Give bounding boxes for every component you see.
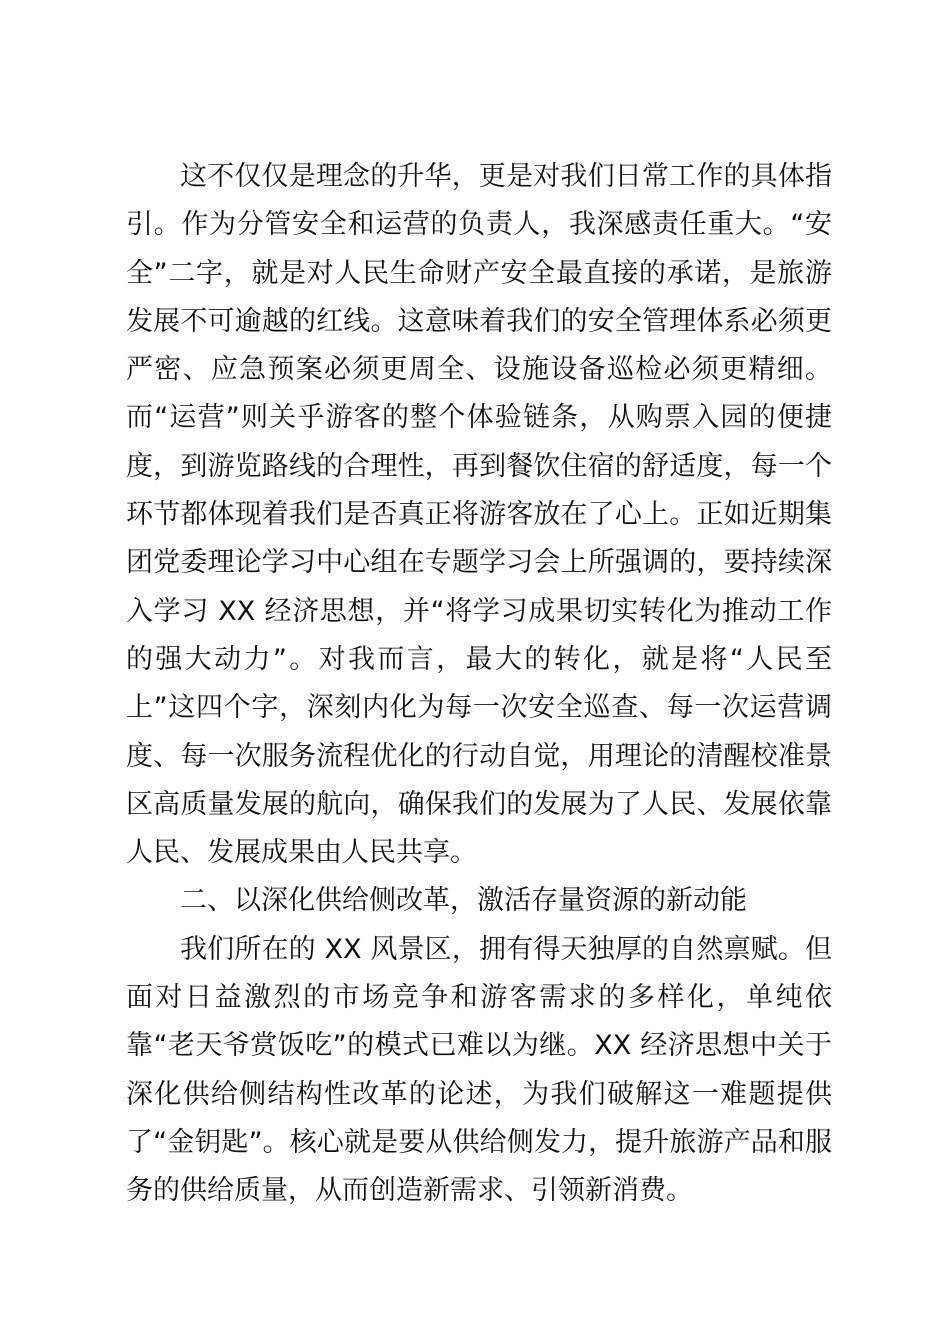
body-paragraph: 我们所在的 XX 风景区，拥有得天独厚的自然禀赋。但面对日益激烈的市场竞争和游客需求的多样化，单纯依靠“老天爷赏饭吃”的模式已难以为继。XX 经济思想中关于深化供给侧结构性改革的论述，为我们破解这一难题提供了“金钥匙”。核心就是要从供给侧发力，提升旅游产品和服务的供给质量，从而创造新需求、引领新消费。 [126, 933, 832, 1207]
body-paragraph: 这不仅仅是理念的升华，更是对我们日常工作的具体指引。作为分管安全和运营的负责人，我深感责任重大。“安全”二字，就是对人民生命财产安全最直接的承诺，是旅游发展不可逾越的红线。这意味着我们的安全管理体系必须更严密、应急预案必须更周全、设施设备巡检必须更精细。而“运营”则关乎游客的整个体验链条，从购票入园的便捷度，到游览路线的合理性，再到餐饮住宿的舒适度，每一个环节都体现着我们是否真正将游客放在了心上。正如近期集团党委理论学习中心组在专题学习会上所强调的，要持续深入学习 XX 经济思想，并“将学习成果切实转化为推动工作的强大动力”。对我而言，最大的转化，就是将“人民至上”这四个字，深刻内化为每一次安全巡查、每一次运营调度、每一次服务流程优化的行动自觉，用理论的清醒校准景区高质量发展的航向，确保我们的发展为了人民、发展依靠人民、发展成果由人民共享。 [126, 161, 832, 869]
document-body [126, 153, 832, 1216]
section-heading: 二、以深化供给侧改革，激活存量资源的新动能 [180, 885, 747, 917]
